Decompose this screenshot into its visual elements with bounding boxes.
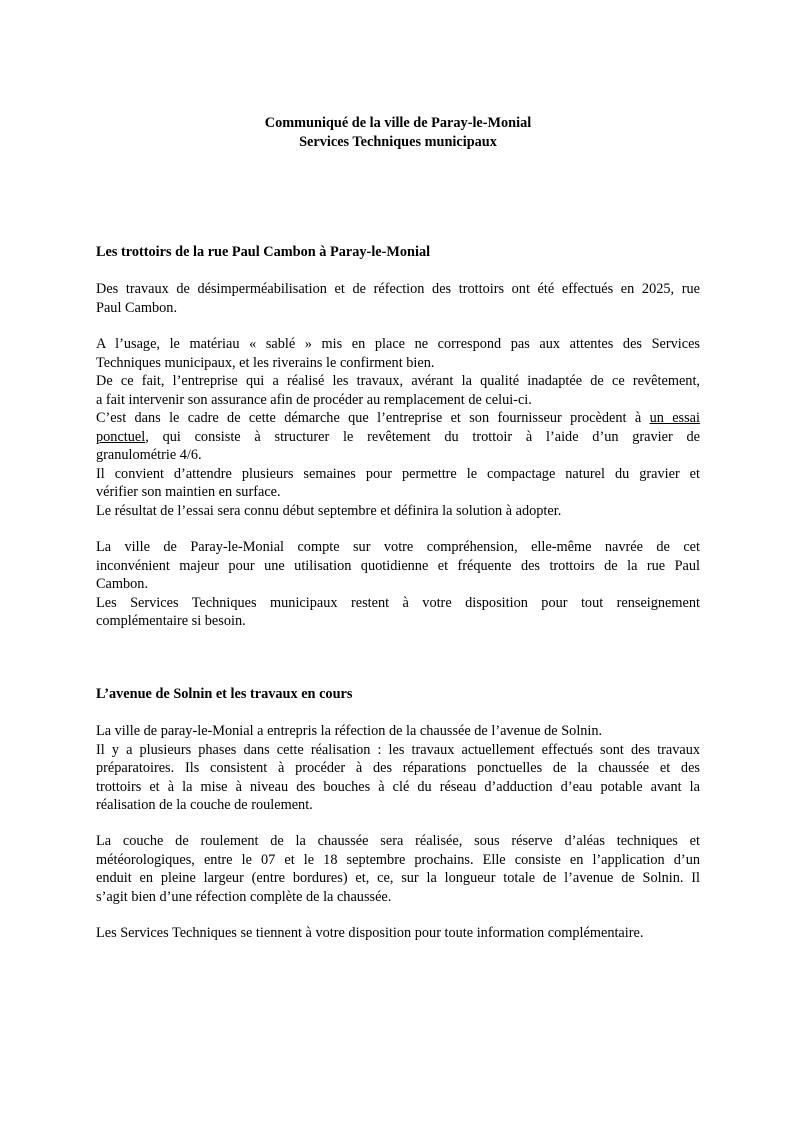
- text-line: Il convient d’attendre plusieurs semaines pour permettre le compactage naturel du gravier et: [96, 465, 700, 482]
- text-line: La ville de paray-le-Monial a entrepris la réfection de la chaussée de l’avenue de Solnin.: [96, 723, 603, 739]
- text-line: granulométrie 4/6.: [96, 447, 202, 463]
- text-line: a fait intervenir son assurance afin de procéder au remplacement de celui-ci.: [96, 391, 532, 408]
- paragraph-solnin-contact: [96, 924, 700, 943]
- text-line: trottoirs et à la mise à niveau des bouches à clé du réseau d’adduction d’eau potable avant la: [96, 778, 700, 795]
- underlined-text: ponctuel: [96, 428, 146, 445]
- text-line: [96, 428, 700, 447]
- text-line: Le résultat de l’essai sera connu début septembre et définira la solution à adopter.: [96, 502, 562, 519]
- text-line: Les Services Techniques se tiennent à votre disposition pour toute information complémentaire.: [96, 925, 644, 941]
- text-line: De ce fait, l’entreprise qui a réalisé les travaux, avérant la qualité inadaptée de ce revêtement,: [96, 373, 700, 389]
- paragraph-trottoirs-materiau: [96, 335, 700, 520]
- text-line: enduit en pleine largeur (entre bordures) et, ce, sur la longueur totale de l’avenue de Solnin. Il: [96, 870, 700, 886]
- underlined-text: un essai: [649, 410, 700, 426]
- text-line: [96, 409, 700, 428]
- text-segment: , qui consiste à structurer le revêtement du trottoir à l’aide d’un gravier de: [145, 428, 700, 445]
- text-line: A l’usage, le matériau « sablé » mis en place ne correspond pas aux attentes des Services: [96, 336, 700, 352]
- text-segment: C’est dans le cadre de cette démarche que l’entreprise et son fournisseur procèdent à: [96, 410, 642, 426]
- text-line: Cambon.: [96, 576, 149, 592]
- paragraph-trottoirs-intro: [96, 280, 700, 317]
- text-line: Des travaux de désimperméabilisation et de réfection des trottoirs ont été effectués en 2025, rue: [96, 281, 700, 297]
- text-line: Paul Cambon.: [96, 299, 178, 316]
- text-line: vérifier son maintien en surface.: [96, 484, 281, 500]
- text-line: La ville de Paray-le-Monial compte sur votre compréhension, elle-même navrée de cet: [96, 539, 700, 555]
- text-line: réalisation de la couche de roulement.: [96, 797, 313, 813]
- text-line: préparatoires. Ils consistent à procéder à des réparations ponctuelles de la chaussée et des: [96, 760, 700, 776]
- text-line: Techniques municipaux, et les riverains le confirment bien.: [96, 354, 435, 371]
- section-title-trottoirs: Les trottoirs de la rue Paul Cambon à Paray-le-Monial: [96, 244, 431, 260]
- document-header: [96, 114, 700, 151]
- paragraph-solnin-travaux: [96, 722, 700, 815]
- text-line: s’agit bien d’une réfection complète de la chaussée.: [96, 888, 392, 905]
- text-line: inconvénient majeur pour une utilisation quotidienne et fréquente des trottoirs de la rue Paul: [96, 557, 700, 574]
- section-title-solnin: L’avenue de Solnin et les travaux en cours: [96, 686, 353, 702]
- text-line: Les Services Techniques municipaux restent à votre disposition pour tout renseignement: [96, 594, 700, 611]
- text-line: La couche de roulement de la chaussée sera réalisée, sous réserve d’aléas techniques et: [96, 833, 700, 849]
- text-line: météorologiques, entre le 07 et le 18 septembre prochains. Elle consiste en l’application d’un: [96, 851, 700, 868]
- paragraph-solnin-couche: [96, 832, 700, 906]
- text-line: complémentaire si besoin.: [96, 613, 246, 629]
- text-line: Il y a plusieurs phases dans cette réalisation : les travaux actuellement effectués sont des travaux: [96, 741, 700, 758]
- header-title: Communiqué de la ville de Paray-le-Monial: [264, 115, 532, 131]
- paragraph-trottoirs-comprehension: [96, 538, 700, 631]
- header-subtitle: Services Techniques municipaux: [299, 133, 497, 150]
